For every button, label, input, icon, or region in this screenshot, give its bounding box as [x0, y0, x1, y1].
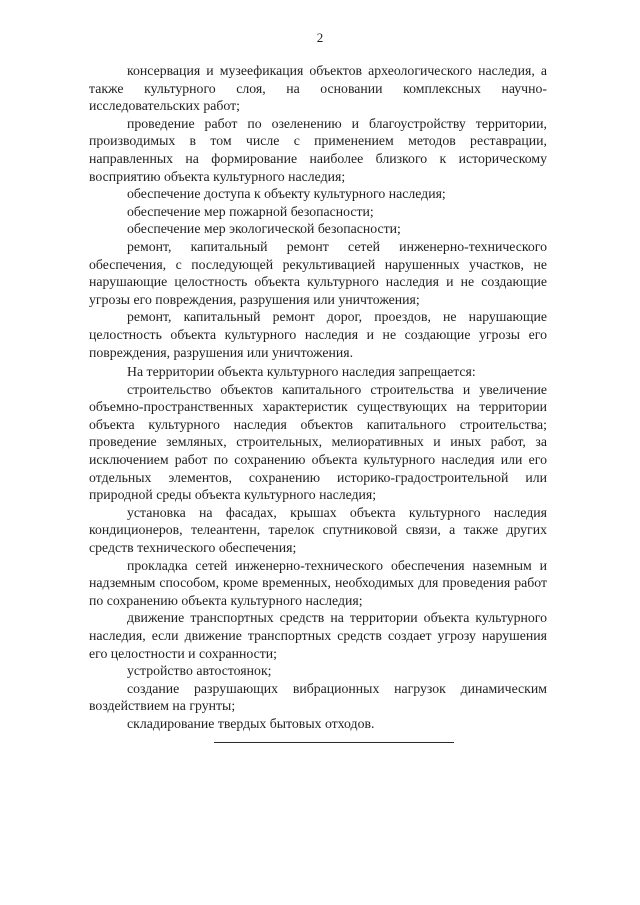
prohibition-item: прокладка сетей инженерно-технического обеспечения наземным и надземным способом, кроме временных, необходимых для проведения работ по сохранению объекта культурного наследия;: [89, 557, 547, 608]
list-item: обеспечение доступа к объекту культурного наследия;: [127, 186, 446, 202]
prohibition-item: устройство автостоянок;: [127, 663, 272, 679]
list-item: ремонт, капитальный ремонт дорог, проездов, не нарушающие целостность объекта культурного наследия и не создающие угрозы его повреждения, разрушения или уничтожения.: [89, 309, 547, 360]
prohibitions-heading: На территории объекта культурного наследия запрещается:: [127, 364, 476, 380]
page-number: 2: [316, 30, 324, 45]
document-body: [89, 62, 547, 733]
end-of-document-rule: [214, 742, 454, 743]
list-item: ремонт, капитальный ремонт сетей инженерно-технического обеспечения, с последующей рекультивацией нарушенных участков, не нарушающие целостность объекта культурного наследия и не создающие угрозы его повреждения, разрушения или уничтожения;: [89, 238, 547, 307]
list-item: обеспечение мер экологической безопасности;: [127, 221, 401, 237]
prohibition-item: складирование твердых бытовых отходов.: [127, 715, 375, 731]
prohibition-item: установка на фасадах, крышах объекта культурного наследия кондиционеров, телеантенн, тарелок спутниковой связи, а также других средств технического обеспечения;: [89, 504, 547, 556]
list-item: проведение работ по озеленению и благоустройству территории, производимых в том числе с применением методов реставрации, направленных на формирование наиболее близкого к историческому восприятию объекта культурного наследия;: [89, 115, 547, 184]
prohibition-item: строительство объектов капитального строительства и увеличение объемно-пространственных характеристик существующих на территории объекта культурного наследия объектов капитального строительства; проведение земляных, строительных, мелиоративных и иных работ, за исключением работ по сохранению объекта культурного наследия или его отдельных элементов, сохранению историко-градостроительной или природной среды объекта культурного наследия;: [89, 381, 547, 503]
list-item: обеспечение мер пожарной безопасности;: [127, 203, 374, 219]
prohibition-item: создание разрушающих вибрационных нагрузок динамическим воздействием на грунты;: [89, 680, 547, 714]
prohibition-item: движение транспортных средств на территории объекта культурного наследия, если движение транспортных средств создает угрозу нарушения его целостности и сохранности;: [89, 610, 547, 661]
list-item: консервация и музеефикация объектов археологического наследия, а также культурного слоя, на основании комплексных научно-исследовательских работ;: [89, 63, 547, 114]
